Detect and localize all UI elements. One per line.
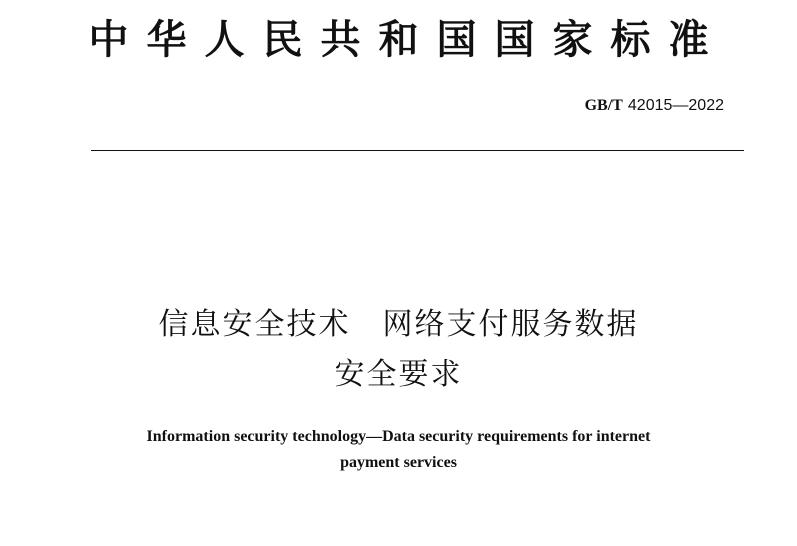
chinese-title-line-2: 安全要求 bbox=[334, 357, 463, 392]
chinese-title-line-1: 信息安全技术 网络支付服务数据 bbox=[158, 307, 639, 342]
standard-number bbox=[585, 95, 724, 116]
standard-digits: 42015—2022 bbox=[627, 97, 724, 114]
national-standard-heading: 中华人民共和国国家标准 bbox=[88, 16, 727, 63]
english-title-line-2: payment services bbox=[340, 454, 457, 471]
header-divider bbox=[91, 150, 744, 151]
standard-prefix: GB/T bbox=[584, 97, 623, 114]
english-title-line-1: Information security technology—Data security requirements for internet bbox=[146, 428, 651, 445]
